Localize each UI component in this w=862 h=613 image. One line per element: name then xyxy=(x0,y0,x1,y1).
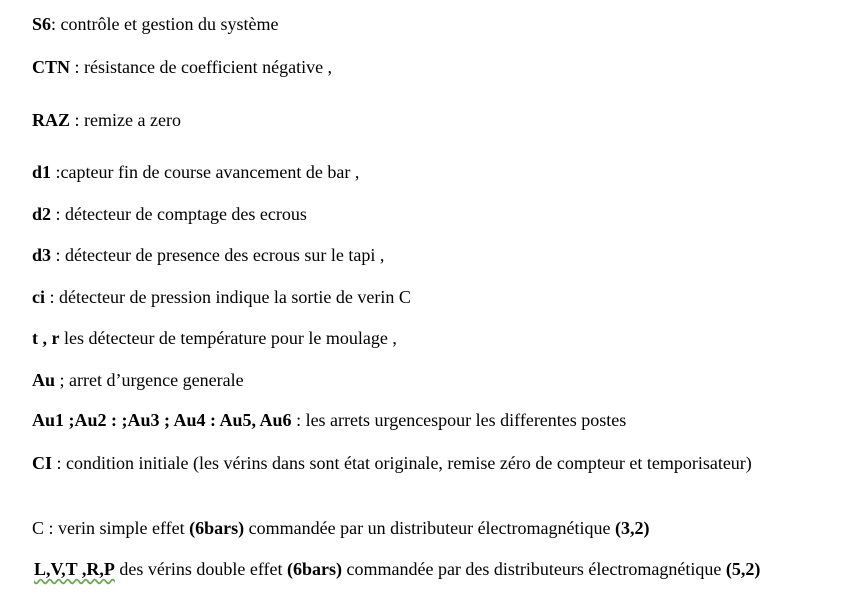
definition-text: les détecteur de température pour le moulage , xyxy=(59,328,397,348)
pressure-value: (6bars) xyxy=(189,518,245,538)
definition-text: commandée par un distributeur électromagnétique xyxy=(244,518,616,538)
definition-text: : résistance de coefficient négative , xyxy=(70,57,333,77)
definition-d3 xyxy=(32,244,384,266)
definition-d1 xyxy=(32,161,359,183)
term: Au1 ;Au2 : ;Au3 ; Au4 : Au5, Au6 xyxy=(32,410,292,430)
definition-c-verin xyxy=(32,517,650,539)
definition-text: : détecteur de presence des ecrous sur le tapi , xyxy=(51,245,385,265)
term: CTN xyxy=(32,57,71,77)
term: d2 xyxy=(32,204,52,224)
distributor-type: (5,2) xyxy=(725,559,761,579)
term: d3 xyxy=(32,245,52,265)
term: t , r xyxy=(32,328,60,348)
term: Au xyxy=(32,370,56,390)
definition-ci-initial xyxy=(32,452,812,474)
definition-text: : contrôle et gestion du système xyxy=(51,14,279,34)
pressure-value: (6bars) xyxy=(286,559,342,579)
term: ci xyxy=(32,287,45,307)
term: S6 xyxy=(32,14,52,34)
term: RAZ xyxy=(32,110,71,130)
term: d1 xyxy=(32,162,52,182)
definition-raz xyxy=(32,109,181,131)
definition-s6 xyxy=(32,13,278,35)
definition-ctn xyxy=(32,56,332,78)
definition-t-r xyxy=(32,327,397,349)
definition-au1-au6 xyxy=(32,409,626,431)
term: L,V,T ,R,P xyxy=(34,559,115,579)
term: CI xyxy=(32,453,53,473)
definition-text: :capteur fin de course avancement de bar , xyxy=(51,162,360,182)
definition-text: : détecteur de comptage des ecrous xyxy=(51,204,307,224)
definition-text-2: commandée par des distributeurs électromagnétique xyxy=(341,559,726,579)
distributor-type: (3,2) xyxy=(615,518,650,538)
definition-d2 xyxy=(32,203,307,225)
definition-ci-pressure xyxy=(32,286,411,308)
definition-text: : condition initiale (les vérins dans sont état originale, remise zéro de compteur et temporisateur) xyxy=(52,453,752,473)
definition-prefix: C : verin simple effet xyxy=(32,518,190,538)
definition-text: ; arret d’urgence generale xyxy=(55,370,244,390)
definition-text: : remize a zero xyxy=(70,110,181,130)
definition-au xyxy=(32,369,244,391)
definition-double-effet xyxy=(34,558,814,580)
definition-text: des vérins double effet xyxy=(114,559,287,579)
definition-text: : détecteur de pression indique la sortie de verin C xyxy=(45,287,411,307)
definition-text: : les arrets urgencespour les differentes postes xyxy=(291,410,627,430)
